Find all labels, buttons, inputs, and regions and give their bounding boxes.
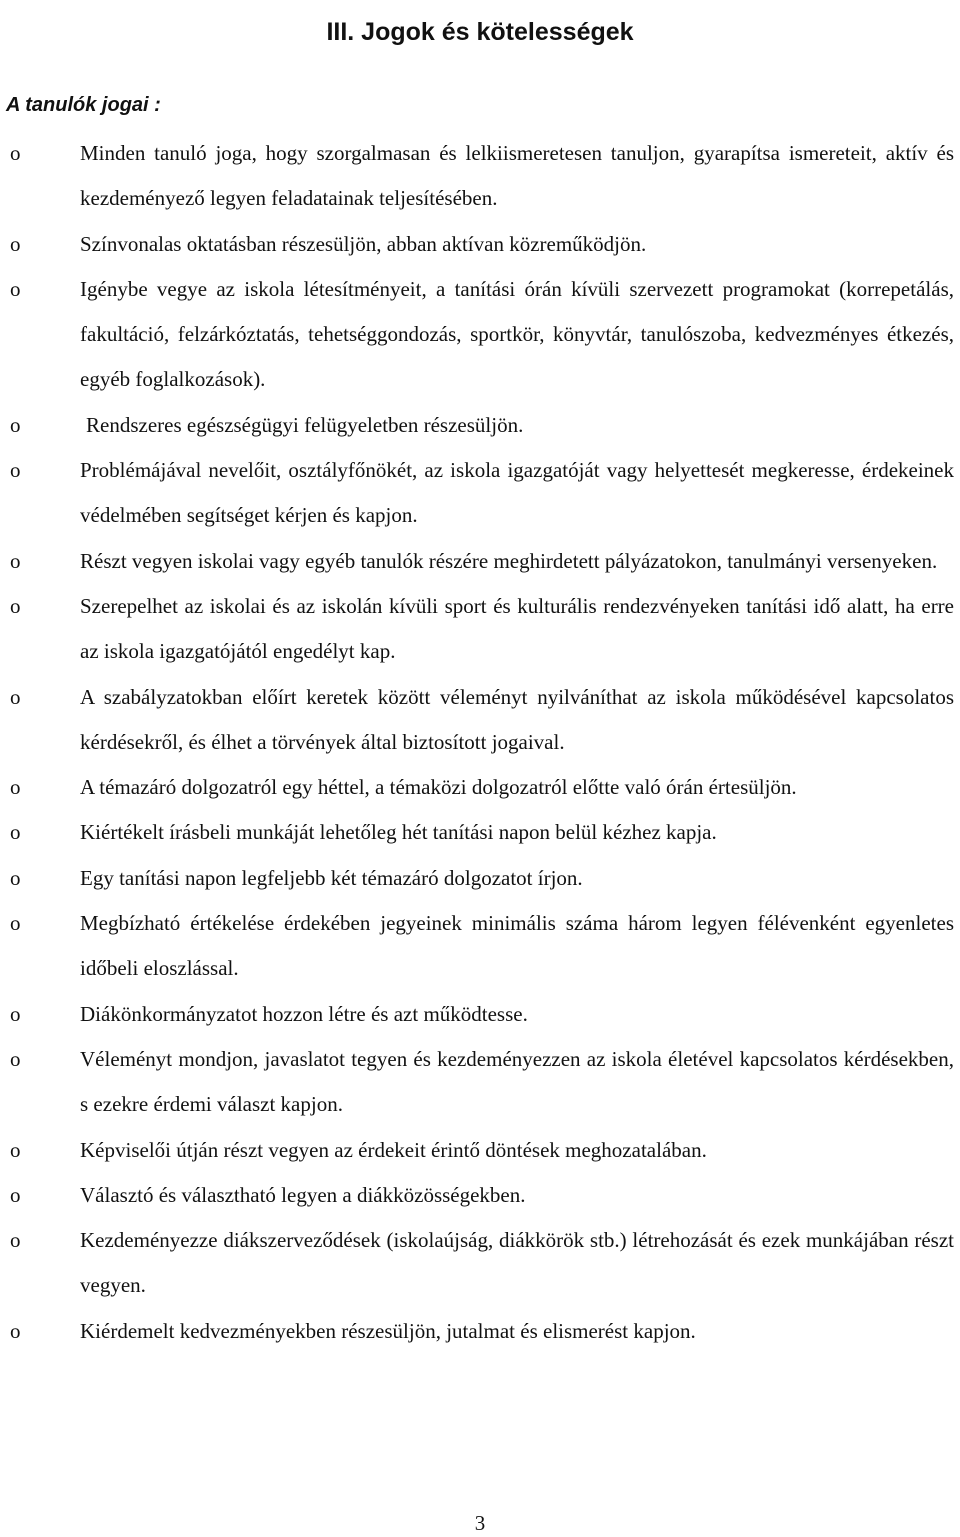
bullet-icon: o <box>10 1318 21 1343</box>
list-item-text: Választó és választható legyen a diákközösségekben. <box>80 1182 526 1207</box>
section-heading: A tanulók jogai : <box>6 94 161 116</box>
list-item-text: Rendszeres egészségügyi felügyeletben részesüljön. <box>86 412 524 437</box>
list-item <box>0 810 960 855</box>
list-item <box>0 539 960 584</box>
list-item-text: Egy tanítási napon legfeljebb két témazáró dolgozatot írjon. <box>80 865 583 890</box>
bullet-icon: o <box>10 865 21 890</box>
list-item <box>0 675 960 766</box>
list-item-text: Diákönkormányzatot hozzon létre és azt működtesse. <box>80 1001 528 1026</box>
list-item <box>0 267 960 403</box>
bullet-icon: o <box>10 458 21 483</box>
list-item <box>0 131 960 222</box>
bullet-icon: o <box>10 548 21 573</box>
list-item-text: Kiértékelt írásbeli munkáját lehetőleg hét tanítási napon belül kézhez kapja. <box>80 820 717 845</box>
list-item-text: Részt vegyen iskolai vagy egyéb tanulók részére meghirdetett pályázatokon, tanulmányi versenyeken. <box>80 548 938 573</box>
list-item-text: Minden tanuló joga, hogy szorgalmasan és lelkiismeretesen tanuljon, gyarapítsa ismereteit, aktív és kezdeményező legyen feladatainak teljesítésében. <box>80 141 954 211</box>
list-item-text: Véleményt mondjon, javaslatot tegyen és kezdeményezzen az iskola életével kapcsolatos kérdésekben, s ezekre érdemi választ kapjon. <box>80 1046 954 1117</box>
list-item <box>0 448 960 539</box>
list-item-text: Szerepelhet az iskolai és az iskolán kívüli sport és kulturális rendezvényeken tanítási idő alatt, ha erre az iskola igazgatójától engedélyt kap. <box>80 593 954 664</box>
bullet-icon: o <box>10 684 21 709</box>
list-item <box>0 765 960 810</box>
rights-list <box>0 131 960 1354</box>
list-item <box>0 1309 960 1354</box>
bullet-icon: o <box>10 1046 21 1071</box>
bullet-icon: o <box>10 1001 21 1026</box>
bullet-icon: o <box>10 276 21 301</box>
list-item <box>0 222 960 267</box>
bullet-icon: o <box>10 593 21 618</box>
list-item <box>0 584 960 675</box>
list-item-text: Igénybe vegye az iskola létesítményeit, a tanítási órán kívüli szervezett programokat (korrepetálás, fakultáció, felzárkóztatás, tehetséggondozás, sportkör, könyvtár, tanulószoba, kedvezményes étkezés, egyéb foglalkozások). <box>80 276 954 392</box>
bullet-icon: o <box>10 775 21 800</box>
bullet-icon: o <box>10 141 21 165</box>
list-item-text: A szabályzatokban előírt keretek között véleményt nyilváníthat az iskola működésével kapcsolatos kérdésekről, és élhet a törvények által biztosított jogaival. <box>80 684 954 754</box>
list-item <box>0 992 960 1037</box>
bullet-icon: o <box>10 412 21 437</box>
bullet-icon: o <box>10 911 21 936</box>
bullet-icon: o <box>10 1182 21 1207</box>
list-item <box>0 1218 960 1309</box>
bullet-icon: o <box>10 1228 21 1253</box>
list-item-text: Kiérdemelt kedvezményekben részesüljön, jutalmat és elismerést kapjon. <box>80 1318 696 1343</box>
page-title: III. Jogok és kötelességek <box>326 17 634 46</box>
list-item-text: Problémájával nevelőit, osztályfőnökét, az iskola igazgatóját vagy helyettesét megkeresse, érdekeinek védelmében segítséget kérjen és kapjon. <box>80 458 954 528</box>
list-item <box>0 1037 960 1128</box>
list-item-text: A témazáró dolgozatról egy héttel, a témaközi dolgozatról előtte való órán értesüljön. <box>80 775 797 800</box>
list-item-text: Megbízható értékelése érdekében jegyeinek minimális száma három legyen félévenként egyenletes időbeli eloszlással. <box>80 911 954 981</box>
bullet-icon: o <box>10 231 21 256</box>
list-item-text: Színvonalas oktatásban részesüljön, abban aktívan közreműködjön. <box>80 231 647 256</box>
list-item-text: Kezdeményezze diákszerveződések (iskolaújság, diákkörök stb.) létrehozását és ezek munkájában részt vegyen. <box>80 1228 954 1298</box>
list-item <box>0 901 960 992</box>
list-item <box>0 1128 960 1173</box>
page-number: 3 <box>474 1511 486 1535</box>
list-item-text: Képviselői útján részt vegyen az érdekeit érintő döntések meghozatalában. <box>80 1137 707 1162</box>
bullet-icon: o <box>10 1137 21 1162</box>
list-item <box>0 403 960 448</box>
list-item <box>0 856 960 901</box>
list-item <box>0 1173 960 1218</box>
bullet-icon: o <box>10 820 21 845</box>
